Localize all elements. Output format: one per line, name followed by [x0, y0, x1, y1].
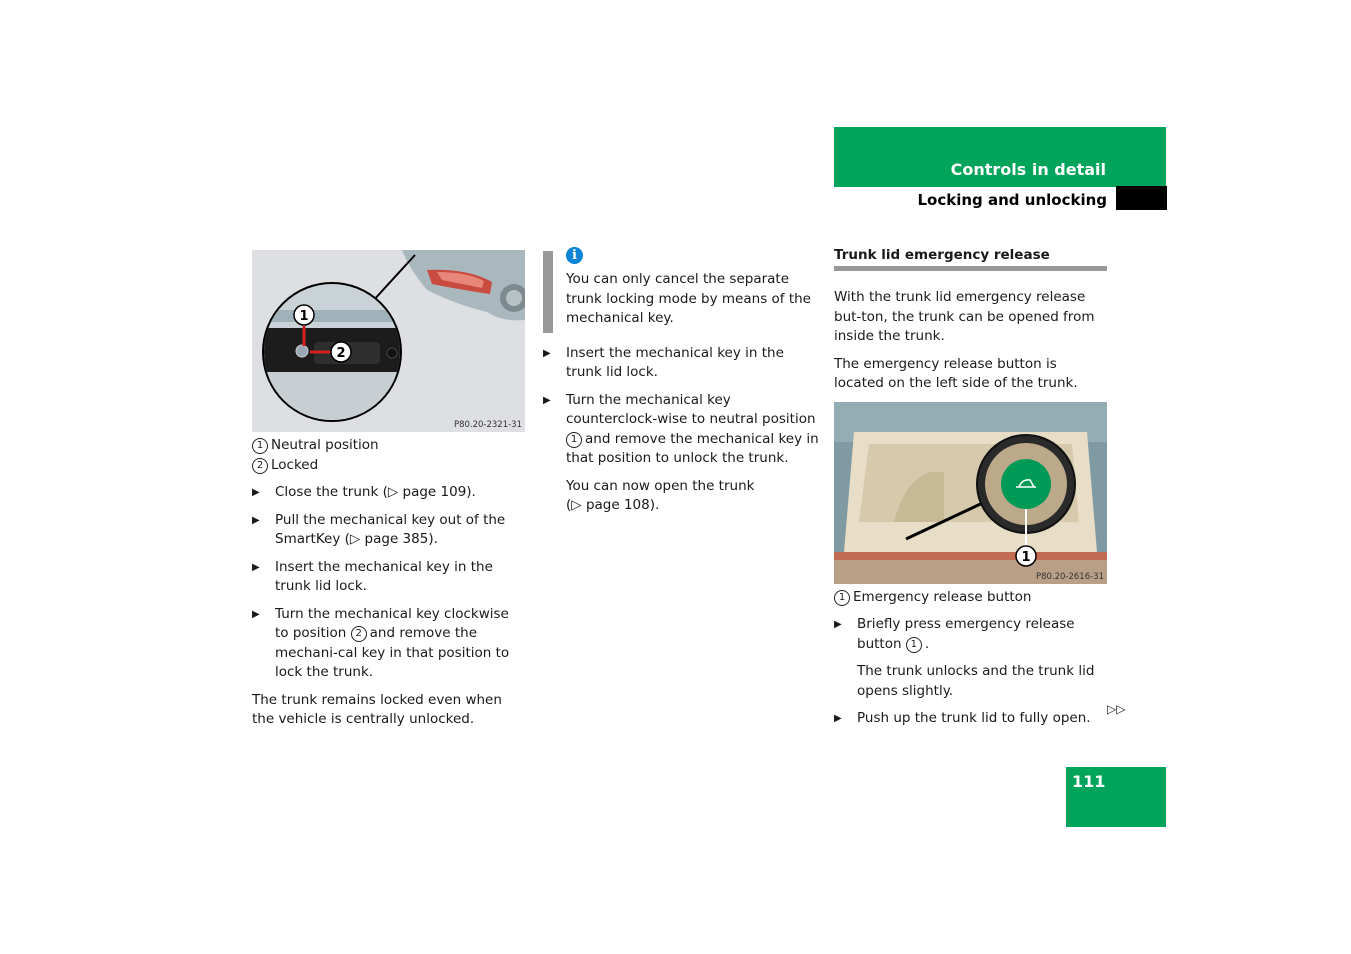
continue-arrow-icon: ▷▷ [1107, 702, 1126, 716]
page-number: 111 [1072, 772, 1106, 791]
header-tab-marker [1116, 186, 1167, 210]
note-text: You can only cancel the separate trunk locking mode by means of the mechanical key. [566, 271, 811, 326]
trunk-lock-figure [252, 250, 525, 432]
step-item: ▶ Close the trunk (▷ page 109). [252, 483, 525, 503]
paragraph: With the trunk lid emergency release but-ton, the trunk can be opened from inside the trunk. [834, 289, 1095, 344]
note-bar [543, 251, 553, 333]
step-item: ▶ Insert the mechanical key in the trunk lid lock. [252, 558, 493, 594]
result-text: You can now open the trunk (▷ page 108). [566, 477, 755, 513]
legend-item: 1 Emergency release button [834, 588, 1107, 608]
bullet-arrow-icon: ▶ [543, 394, 551, 406]
page-number-box [1066, 767, 1166, 827]
trunk-lock-illustration [252, 250, 525, 432]
step-item: ▶ Pull the mechanical key out of the SmartKey (▷ page 385). [252, 511, 506, 547]
section-title: Controls in detail [950, 160, 1106, 179]
trunk-interior-illustration [834, 402, 1107, 584]
figure-code: P80.20-2321-31 [453, 420, 522, 430]
step-item: ▶ Push up the trunk lid to fully open. [834, 709, 1107, 729]
column-left [252, 250, 525, 730]
result-text: The trunk unlocks and the trunk lid opens slightly. [857, 663, 1095, 699]
figure-code: P80.20-2616-31 [1035, 571, 1104, 582]
column-middle [543, 247, 823, 516]
bullet-arrow-icon: ▶ [252, 608, 260, 620]
step-item: ▶ Briefly press emergency release button 1 . [834, 616, 1075, 652]
bullet-arrow-icon: ▶ [834, 619, 842, 630]
info-note [543, 247, 823, 329]
step-item: ▶ Insert the mechanical key in the trunk lid lock. [543, 344, 784, 380]
trunk-release-figure [834, 402, 1107, 584]
step-item: ▶ Turn the mechanical key counterclock-wise to neutral position 1 and remove the mechanical key in that position to unlock the trunk. [543, 391, 819, 466]
paragraph: The trunk remains locked even when the vehicle is centrally unlocked. [252, 691, 502, 727]
bullet-arrow-icon: ▶ [252, 561, 260, 573]
column-right [834, 246, 1107, 729]
callout-1: 1 [299, 309, 309, 324]
legend-item: 2 Locked [252, 456, 525, 476]
legend-item: 1 Neutral position [252, 436, 525, 456]
bullet-arrow-icon: ▶ [834, 713, 842, 724]
callout-2: 2 [336, 346, 346, 361]
callout-1: 1 [1021, 549, 1031, 565]
subsection-title: Locking and unlocking [917, 191, 1107, 209]
bullet-arrow-icon: ▶ [543, 347, 551, 359]
bullet-arrow-icon: ▶ [252, 487, 260, 498]
bullet-arrow-icon: ▶ [252, 514, 260, 526]
info-icon: i [566, 247, 583, 264]
paragraph: The emergency release button is located on the left side of the trunk. [834, 355, 1078, 391]
section-heading: Trunk lid emergency release [834, 246, 1107, 271]
step-item: ▶ Turn the mechanical key clockwise to position 2 and remove the mechani-cal key in that position to lock the trunk. [252, 605, 510, 680]
header-banner [834, 127, 1166, 187]
